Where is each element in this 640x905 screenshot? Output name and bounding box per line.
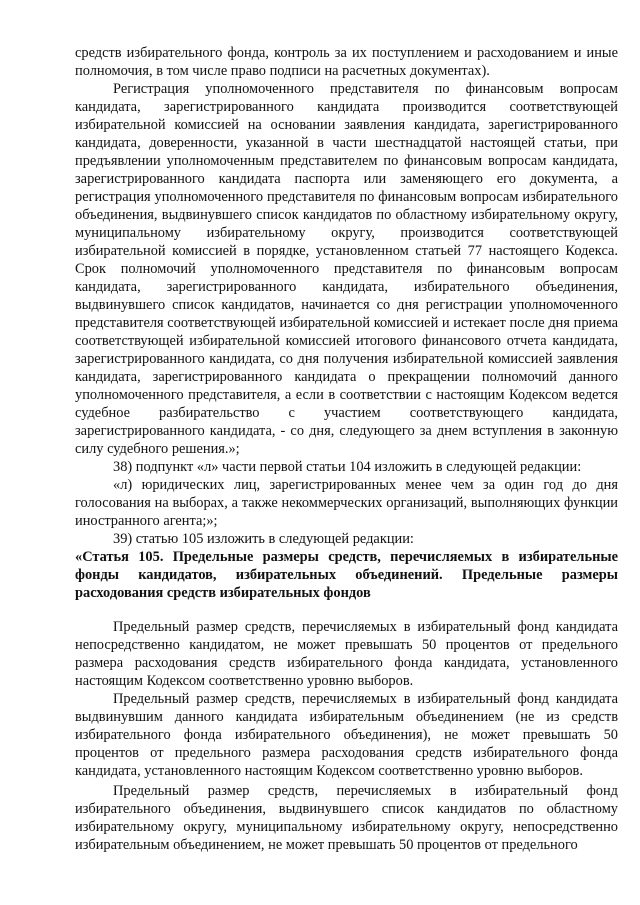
section-spacer [75, 602, 618, 618]
paragraph-continuation: средств избирательного фонда, контроль за их поступлением и расходованием и иные полномочия, в том числе право подписи на расчетных документах). [75, 45, 618, 79]
article-105-heading: «Статья 105. Предельные размеры средств, перечисляемых в избирательные фонды кандидатов, избирательных объединений. Предельные размеры расходования средств избирательных фондов [75, 549, 618, 601]
paragraph-item-38: 38) подпункт «л» части первой статьи 104 изложить в следующей редакции: [113, 459, 582, 475]
paragraph-limit-association-to-candidate: Предельный размер средств, перечисляемых в избирательный фонд кандидата выдвинувшим данного кандидата избирательным объединением (не из средств избирательного фонда избирательного объединения), не может превышать 50 процентов от предельного размера расходования средств избирательного фонда кандидата, установленного настоящим Кодексом соответственно уровню выборов. [75, 691, 618, 779]
paragraph-item-39: 39) статью 105 изложить в следующей редакции: [113, 531, 414, 547]
paragraph-subitem-l: «л) юридических лиц, зарегистрированных менее чем за один год до дня голосования на выборах, а также некоммерческих организаций, выполняющих функции иностранного агента;»; [75, 477, 618, 529]
paragraph-registration: Регистрация уполномоченного представителя по финансовым вопросам кандидата, зарегистрированного кандидата производится соответствующей избирательной комиссией на основании заявления кандидата, зарегистрированного кандидата, доверенности, указанной в части шестнадцатой настоящей статьи, при предъявлении уполномоченным представителем по финансовым вопросам кандидата, зарегистрированного кандидата паспорта или заменяющего его документа, а регистрация уполномоченного представителя по финансовым вопросам избирательного объединения, выдвинувшего список кандидатов по областному избирательному округу, муниципальному избирательному округу, производится соответствующей избирательной комиссией в порядке, установленном статьей 77 настоящего Кодекса. Срок полномочий уполномоченного представителя по финансовым вопросам кандидата, зарегистрированного кандидата, избирательного объединения, выдвинувшего список кандидатов, начинается со дня регистрации уполномоченного представителя соответствующей избирательной комиссией и истекает после дня приема соответствующей избирательной комиссией итогового финансового отчета кандидата, зарегистрированного кандидата, со дня получения избирательной комиссией заявления кандидата, зарегистрированного кандидата о прекращении полномочий данного уполномоченного представителя, а если в соответствии с настоящим Кодексом ведется судебное разбирательство с участием соответствующего кандидата, зарегистрированного кандидата, - со дня, следующего за днем вступления в законную силу судебного решения.»; [75, 81, 618, 457]
paragraph-limit-candidate: Предельный размер средств, перечисляемых в избирательный фонд кандидата непосредственно кандидатом, не может превышать 50 процентов от предельного размера расходования средств избирательного фонда кандидата, установленного настоящим Кодексом соответственно уровню выборов. [75, 619, 618, 689]
document-page [75, 44, 618, 854]
paragraph-limit-association-fund: Предельный размер средств, перечисляемых в избирательный фонд избирательного объединения, выдвинувшего список кандидатов по областному избирательному округу, муниципальному избирательному округу, непосредственно избирательным объединением, не может превышать 50 процентов от предельного [75, 783, 618, 853]
